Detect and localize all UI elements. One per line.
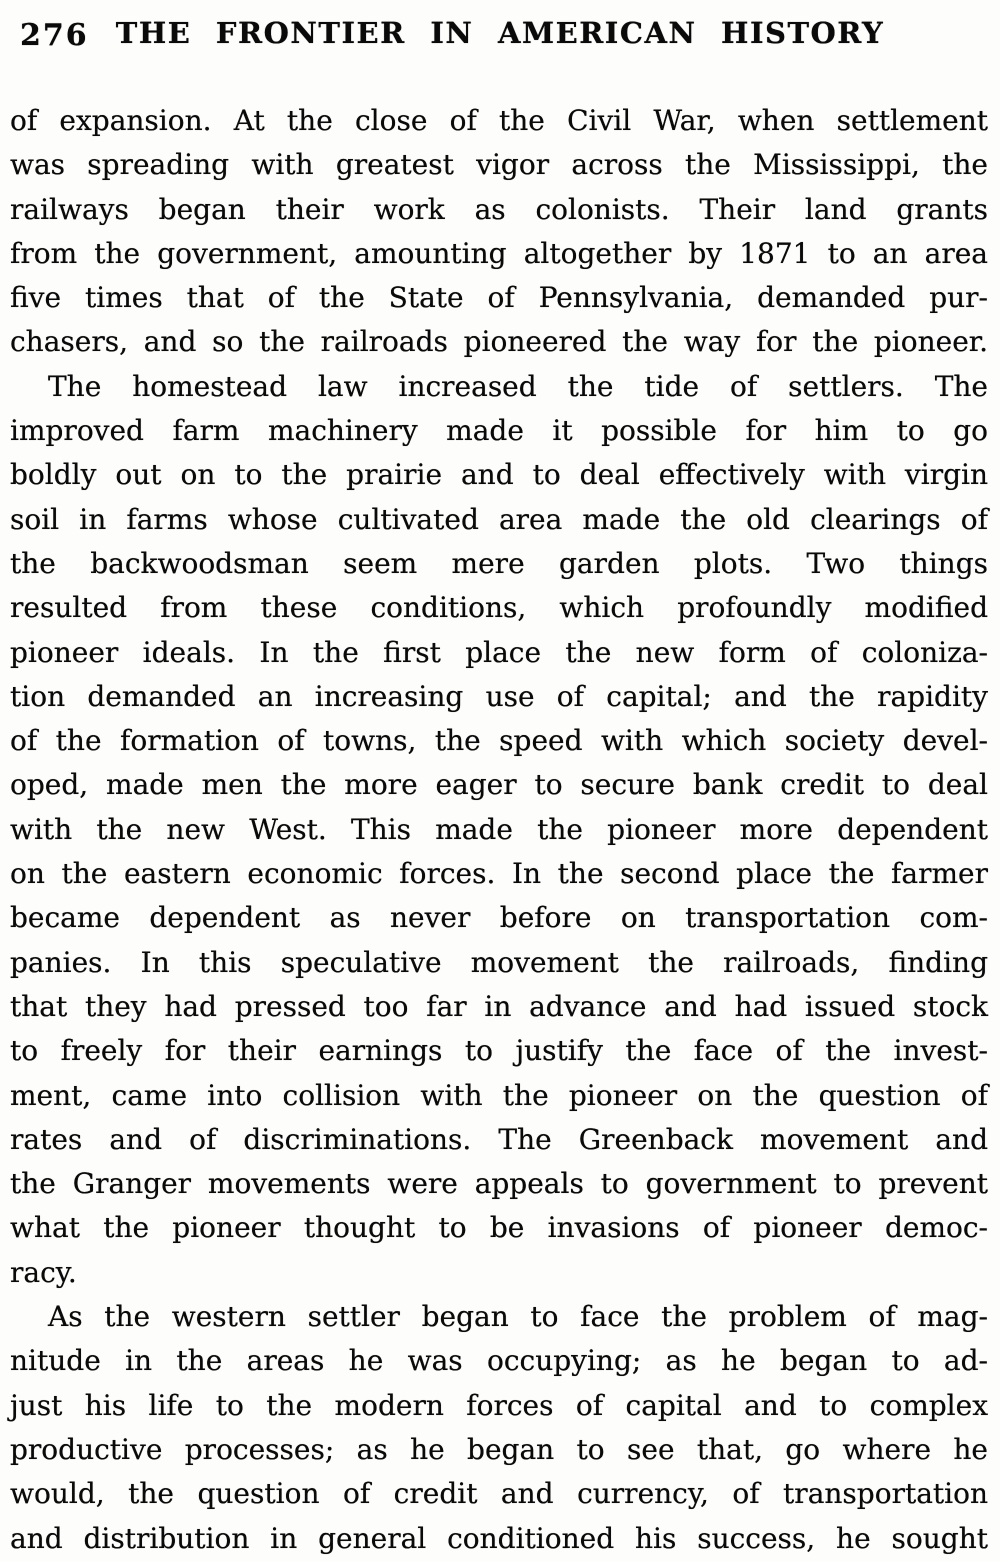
text-line: the Granger movements were appeals to government to prevent [10,1167,988,1201]
paragraph [10,365,988,1295]
text-line: improved farm machinery made it possible for him to go [10,414,988,448]
text-line: tion demanded an increasing use of capital; and the rapidity [10,679,988,713]
text-line: on the eastern economic forces. In the second place the farmer [10,857,988,891]
text-line: that they had pressed too far in advance and had issued stock [10,989,988,1023]
text-line: resulted from these conditions, which profoundly modified [10,591,988,625]
text-line: became dependent as never before on transportation com- [10,901,988,935]
text-line: racy. [10,1255,77,1289]
text-line: with the new West. This made the pioneer more dependent [10,812,988,846]
paragraph [10,99,988,365]
text-line: would, the question of credit and currency, of transportation [10,1477,988,1511]
paragraph [10,1295,988,1561]
page-body [10,99,988,1561]
text-line: five times that of the State of Pennsylvania, demanded pur- [10,281,988,315]
text-line: panies. In this speculative movement the railroads, finding [10,945,988,979]
text-line: oped, made men the more eager to secure bank credit to deal [10,768,988,802]
text-line: railways began their work as colonists. Their land grants [10,192,988,226]
text-line: rates and of discriminations. The Greenback movement and [10,1122,988,1156]
text-line: was spreading with greatest vigor across the Mississippi, the [10,148,988,182]
text-line: boldly out on to the prairie and to deal effectively with virgin [10,458,988,492]
text-line: As the western settler began to face the problem of mag- [48,1300,988,1334]
text-line: what the pioneer thought to be invasions of pioneer democ- [10,1211,988,1245]
text-line: just his life to the modern forces of capital and to complex [10,1388,988,1422]
text-line: ment, came into collision with the pioneer on the question of [10,1078,988,1112]
page-header [0,16,1000,58]
text-line: to freely for their earnings to justify the face of the invest- [10,1034,988,1068]
text-line: soil in farms whose cultivated area made the old clearings of [10,502,988,536]
text-line: productive processes; as he began to see that, go where he [10,1432,988,1466]
text-line: of the formation of towns, the speed with which society devel- [10,724,988,758]
running-title: THE FRONTIER IN AMERICAN HISTORY [115,16,885,50]
text-line: pioneer ideals. In the first place the new form of coloniza- [10,635,988,669]
text-line: and distribution in general conditioned his success, he sought [10,1521,988,1555]
text-line: chasers, and so the railroads pioneered the way for the pioneer. [10,325,988,359]
page-number: 276 [20,18,89,53]
text-line: of expansion. At the close of the Civil War, when settlement [10,104,988,137]
text-line: The homestead law increased the tide of settlers. The [48,369,988,403]
text-line: the backwoodsman seem mere garden plots. Two things [10,546,988,580]
text-line: nitude in the areas he was occupying; as he began to ad- [10,1344,988,1378]
text-line: from the government, amounting altogether by 1871 to an area [10,236,988,270]
